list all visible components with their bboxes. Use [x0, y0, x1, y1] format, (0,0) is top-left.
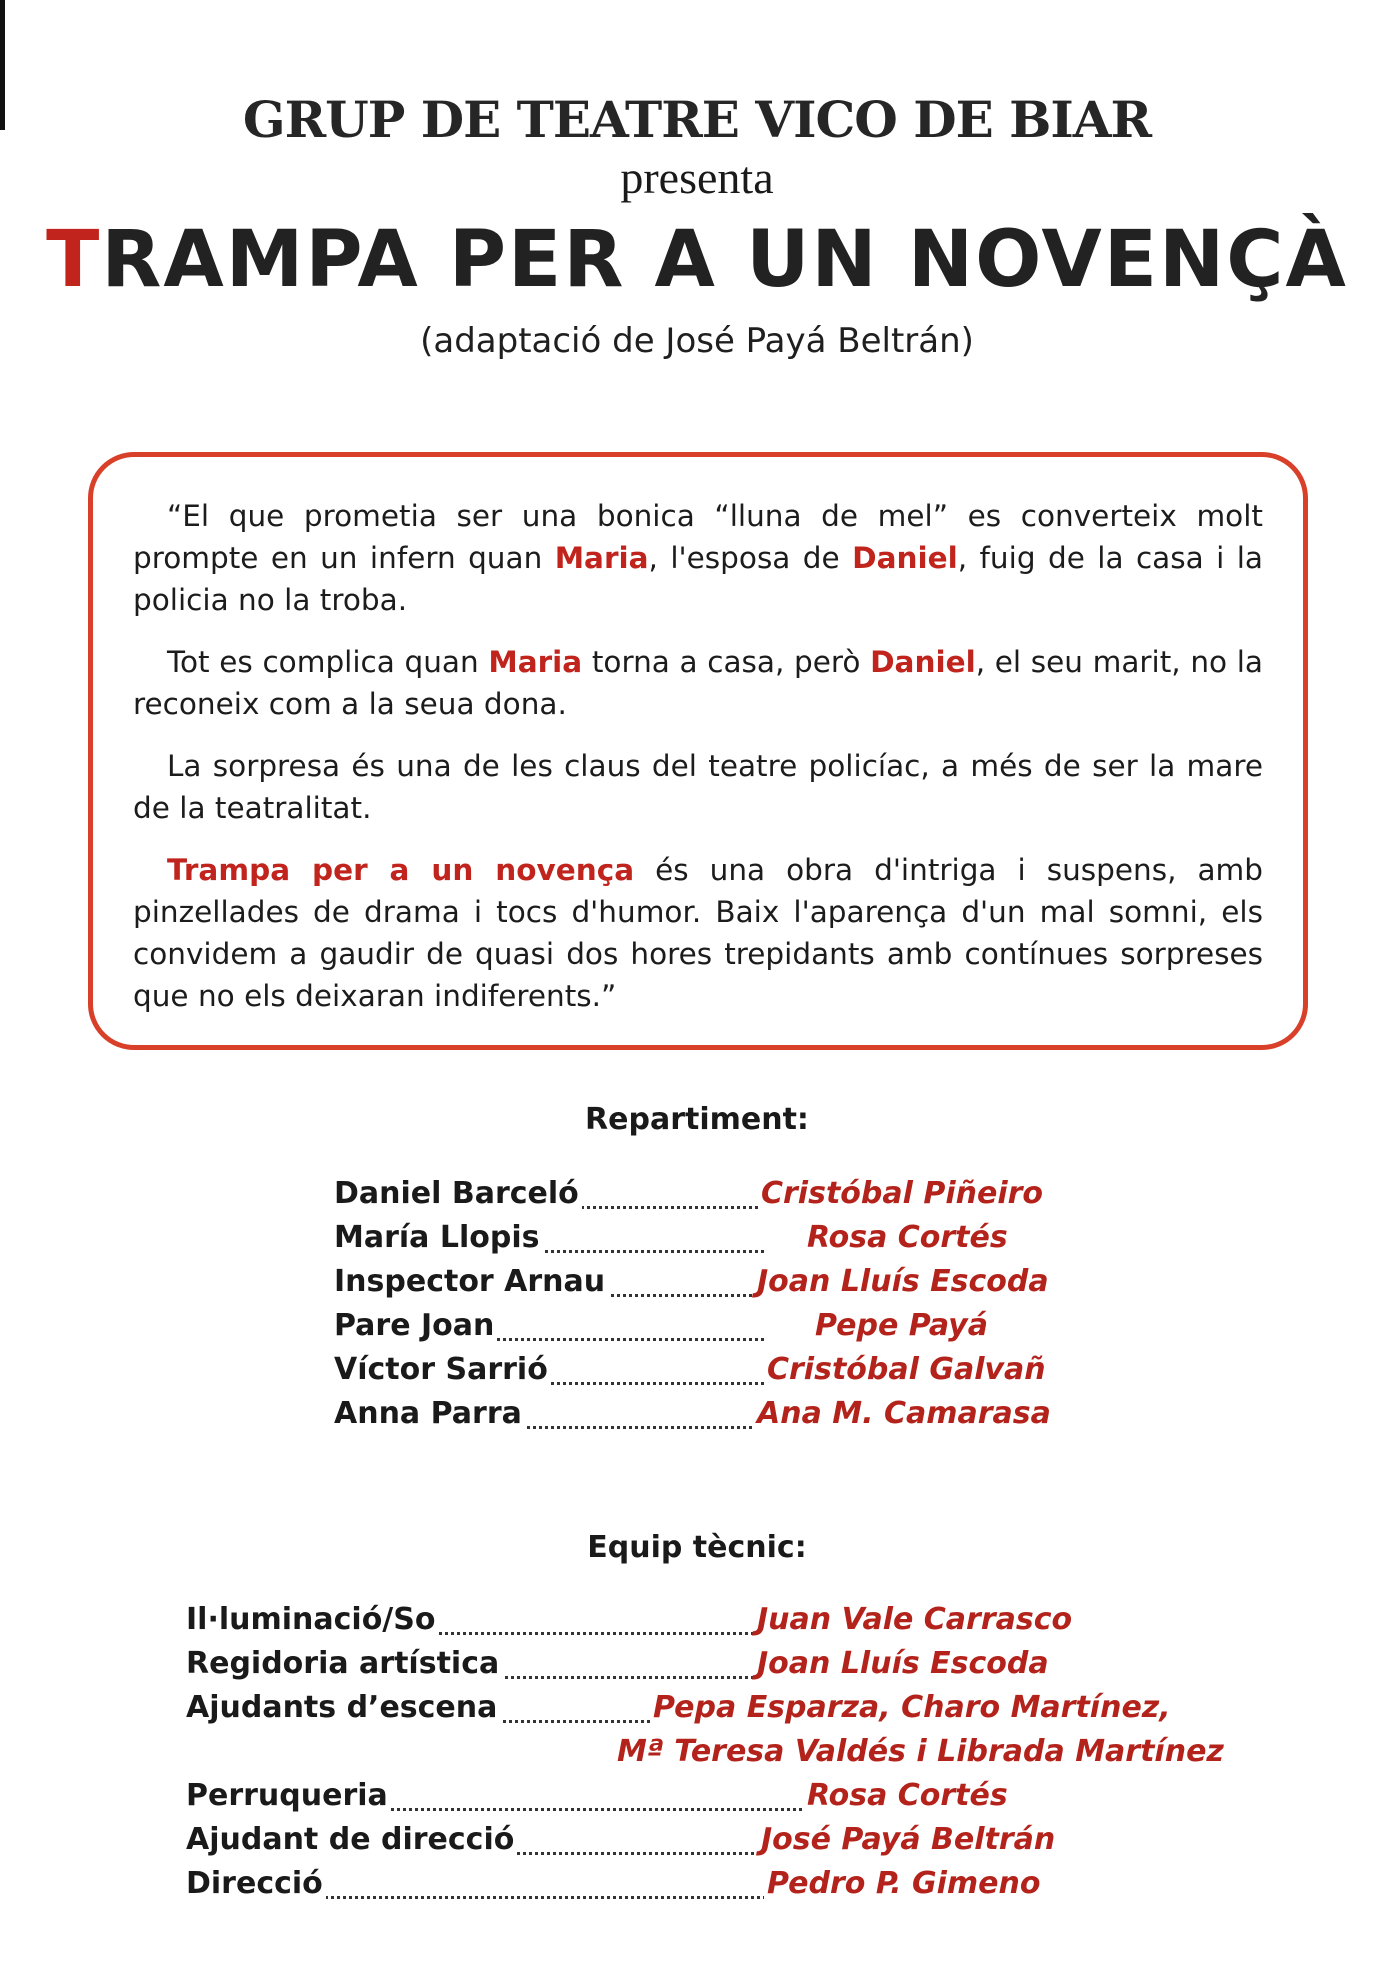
cast-role: Daniel Barceló — [334, 1172, 582, 1216]
adaptation-credit: (adaptació de José Payá Beltrán) — [420, 321, 974, 361]
cast-role: Víctor Sarrió — [334, 1348, 551, 1392]
cast-list — [334, 1172, 1054, 1436]
crew-row — [186, 1598, 1206, 1642]
cast-heading: Repartiment: — [585, 1102, 809, 1137]
play-title-rest: RAMPA PER A UN NOVENÇÀ — [101, 215, 1348, 305]
play-title-inline: Trampa per a un novença — [167, 853, 635, 887]
crew-role: Ajudants d’escena — [186, 1686, 500, 1730]
cast-actor: Cristóbal Galvañ — [764, 1348, 1046, 1392]
theatre-group-name: GRUP DE TEATRE VICO DE BIAR — [242, 90, 1152, 149]
character-maria: Maria — [488, 645, 583, 679]
cast-actor: Rosa Cortés — [804, 1216, 1008, 1260]
crew-role: Direcció — [186, 1862, 326, 1906]
cast-role: Anna Parra — [334, 1392, 525, 1436]
crew-list — [186, 1598, 1224, 1906]
poster-header — [0, 90, 1394, 364]
cast-actor: Joan Lluís Escoda — [754, 1260, 1049, 1304]
synopsis-paragraph-1 — [133, 495, 1263, 621]
crew-row-continuation — [186, 1730, 1224, 1774]
cast-row — [334, 1348, 1054, 1392]
synopsis-text: Tot es complica quan — [167, 645, 489, 679]
play-title — [0, 212, 1394, 308]
crew-member: Juan Vale Carrasco — [754, 1598, 1072, 1642]
cast-role: Inspector Arnau — [334, 1260, 608, 1304]
cast-row — [334, 1260, 1054, 1304]
synopsis-text: torna a casa, però — [582, 645, 871, 679]
crew-role: Perruqueria — [186, 1774, 391, 1818]
synopsis-paragraph-2 — [133, 641, 1263, 725]
cast-actor: Ana M. Camarasa — [754, 1392, 1051, 1436]
crew-row — [186, 1818, 1206, 1862]
crew-role: Regidoria artística — [186, 1642, 502, 1686]
cast-row — [334, 1216, 1054, 1260]
crew-role: Ajudant de direcció — [186, 1818, 517, 1862]
cast-actor: Pepe Payá — [812, 1304, 988, 1348]
cast-row — [334, 1392, 1054, 1436]
presents-label: presenta — [620, 152, 774, 203]
crew-row — [186, 1642, 1206, 1686]
synopsis-text: és una obra d'intriga i suspens, amb pinzellades de drama i tocs d'humor. Baix l'aparença d'un mal somni, els convidem a gaudir de quasi dos hores trepidants amb contínues sorpreses que no els deixaran indiferents.” — [133, 853, 1263, 1013]
character-daniel: Daniel — [870, 645, 976, 679]
crew-row — [186, 1774, 1206, 1818]
crew-member: Joan Lluís Escoda — [754, 1642, 1049, 1686]
crew-member: José Payá Beltrán — [758, 1818, 1055, 1862]
crew-member: Pedro P. Gimeno — [764, 1862, 1040, 1906]
character-daniel: Daniel — [852, 541, 958, 575]
synopsis-box — [88, 452, 1308, 1050]
cast-row — [334, 1304, 1054, 1348]
cast-row — [334, 1172, 1054, 1216]
cast-role: Pare Joan — [334, 1304, 497, 1348]
crew-member: Pepa Esparza, Charo Martínez, — [650, 1686, 1171, 1730]
synopsis-paragraph-4 — [133, 849, 1263, 1017]
play-title-first-letter: T — [46, 215, 102, 305]
cast-role: María Llopis — [334, 1216, 543, 1260]
crew-member: Rosa Cortés — [804, 1774, 1008, 1818]
synopsis-text: , fuig de la casa i la policia no la troba. — [133, 541, 1263, 617]
crew-role: Il·luminació/So — [186, 1598, 438, 1642]
crew-row — [186, 1686, 1206, 1730]
synopsis-text: “El que prometia ser una bonica “lluna de mel” es converteix molt prompte en un infern quan — [133, 499, 1263, 575]
synopsis-paragraph-3: La sorpresa és una de les claus del teatre policíac, a més de ser la mare de la teatralitat. — [133, 749, 1263, 825]
crew-member: Mª Teresa Valdés i Librada Martínez — [614, 1730, 1224, 1774]
synopsis-text: , l'esposa de — [648, 541, 853, 575]
synopsis-text: , el seu marit, no la reconeix com a la seua dona. — [133, 645, 1263, 721]
character-maria: Maria — [554, 541, 649, 575]
crew-heading: Equip tècnic: — [587, 1530, 807, 1565]
crew-row — [186, 1862, 1206, 1906]
cast-actor: Cristóbal Piñeiro — [758, 1172, 1043, 1216]
